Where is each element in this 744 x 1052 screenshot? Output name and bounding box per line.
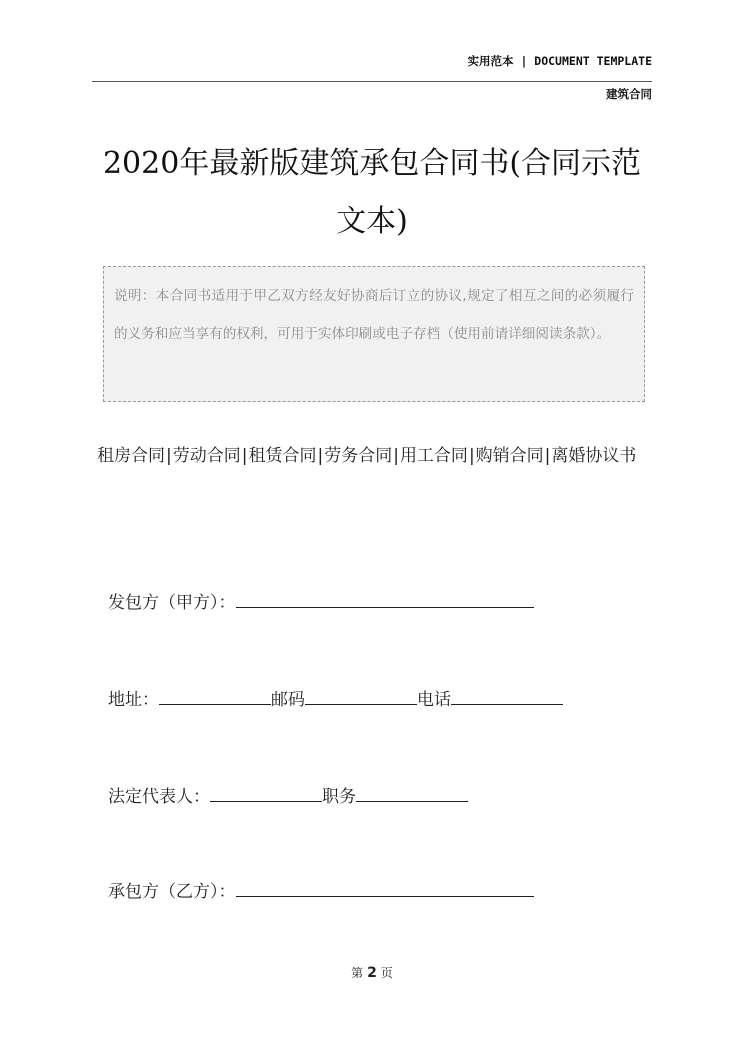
notice-box [103, 266, 645, 402]
party-a-line [108, 589, 534, 615]
legal-rep-line [108, 783, 468, 809]
link-rental-contract[interactable]: 租房合同 [97, 446, 165, 466]
party-b-blank[interactable] [236, 878, 534, 897]
legal-rep-blank[interactable] [210, 783, 322, 802]
document-title [92, 135, 652, 251]
link-separator: | [241, 446, 248, 466]
position-label: 职务 [322, 787, 356, 807]
link-labor-contract[interactable]: 劳动合同 [172, 446, 241, 466]
contract-links [97, 430, 652, 482]
postcode-blank[interactable] [305, 686, 417, 705]
document-title-line-2: 文本) [336, 204, 408, 239]
link-separator: | [166, 446, 172, 466]
address-label: 地址： [108, 690, 159, 710]
link-separator: | [468, 446, 475, 466]
header-divider [92, 81, 652, 82]
header-template-label: 实用范本 | DOCUMENT TEMPLATE [467, 54, 652, 68]
position-blank[interactable] [356, 783, 468, 802]
header-category: 建筑合同 [606, 87, 652, 101]
party-b-line [108, 878, 534, 904]
link-separator: | [393, 446, 399, 466]
address-line [108, 686, 563, 712]
phone-blank[interactable] [451, 686, 563, 705]
page-suffix: 页 [380, 966, 393, 980]
link-lease-contract[interactable]: 租赁合同 [248, 446, 317, 466]
link-divorce-agreement[interactable]: 离婚协议书 [551, 446, 637, 466]
notice-text: 说明：本合同书适用于甲乙双方经友好协商后订立的协议,规定了相互之间的必须履行的义务和应当享有的权利，可用于实体印刷或电子存档（使用前请详细阅读条款）。 [114, 288, 634, 342]
phone-label: 电话 [417, 690, 451, 710]
link-service-contract[interactable]: 劳务合同 [324, 446, 393, 466]
document-title-line-1: 2020年最新版建筑承包合同书(合同示范 [102, 146, 642, 181]
party-a-blank[interactable] [236, 589, 534, 608]
link-separator: | [544, 446, 551, 466]
address-blank[interactable] [159, 686, 271, 705]
party-a-label: 发包方（甲方）： [108, 593, 236, 613]
page-number: 2 [367, 965, 377, 981]
page-prefix: 第 [351, 966, 364, 980]
link-separator: | [317, 446, 324, 466]
party-b-label: 承包方（乙方）： [108, 882, 236, 902]
link-employment-contract[interactable]: 用工合同 [399, 446, 468, 466]
link-sales-contract[interactable]: 购销合同 [475, 446, 544, 466]
postcode-label: 邮码 [271, 690, 305, 710]
page-footer [0, 964, 744, 981]
legal-rep-label: 法定代表人： [108, 787, 210, 807]
